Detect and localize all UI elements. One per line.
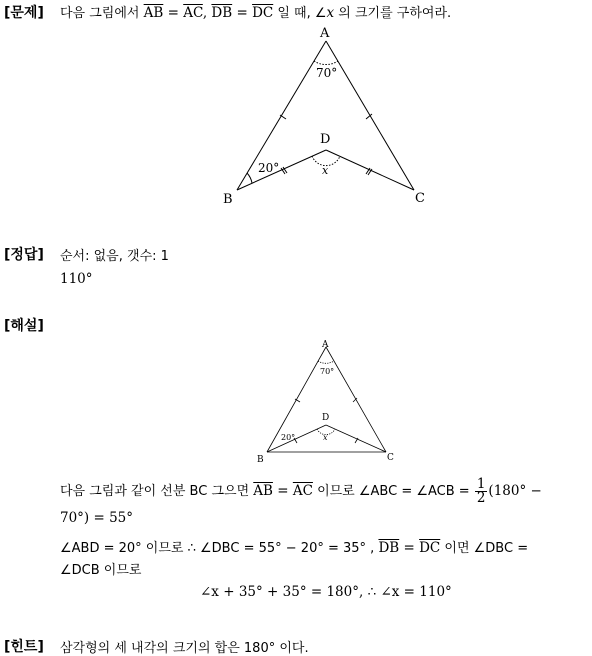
segment-ab: $\overline{AB}$: [143, 5, 164, 21]
sol-segment-db: $\overline{DB}$: [378, 540, 400, 556]
fraction-denominator: 2: [476, 490, 486, 506]
problem-figure: [0, 0, 592, 215]
solution-line-1: [60, 478, 542, 505]
sol-label-a: A: [322, 340, 329, 350]
problem-text-1: 다음 그림에서: [60, 6, 144, 21]
fraction-numerator: 1: [476, 476, 486, 492]
answer-label: [정답]: [4, 247, 44, 263]
answer-value: 110°: [60, 271, 93, 287]
side-bd: [237, 150, 326, 190]
solution-line-3: [60, 537, 528, 556]
hint-text: 삼각형의 세 내각의 크기의 합은 180° 이다.: [60, 641, 309, 656]
answer-meta: 순서: 없음, 갯수: 1: [60, 249, 169, 264]
hint-label: [힌트]: [4, 639, 44, 655]
sol-equals: =: [272, 483, 293, 499]
solution-line-3a: ∠ABD = 20° 이므로 ∴ ∠DBC = 55° − 20° = 35° ,: [60, 541, 379, 556]
label-a: A: [320, 26, 330, 41]
segment-ac: $\overline{AC}$: [183, 5, 203, 21]
equals-2: =: [232, 5, 253, 21]
solution-line-2: 70°) = 55°: [60, 510, 134, 526]
sol-label-d: D: [322, 413, 330, 423]
sol-label-c: C: [387, 453, 394, 463]
comma: ,: [202, 5, 212, 21]
equals: =: [163, 5, 184, 21]
problem-text-2: 일 때, ∠: [273, 6, 327, 21]
sol-segment-ac: $\overline{AC}$: [292, 483, 313, 499]
solution-line-1b: 이므로 ∠ABC = ∠ACB =: [312, 484, 474, 499]
sol-equals-2: =: [399, 540, 420, 556]
solution-label: [해설]: [4, 318, 44, 334]
arc-a: [314, 61, 338, 65]
label-c: C: [415, 191, 425, 206]
label-b: B: [223, 192, 233, 207]
sol-label-angle-x: x: [323, 433, 328, 442]
variable-x: x: [326, 5, 335, 21]
sol-segment-dc: $\overline{DC}$: [419, 540, 441, 556]
sol-label-angle-a: 70°: [320, 367, 335, 376]
sol-arc-a: [318, 361, 334, 363]
solution-line-3b: 이면 ∠DBC =: [440, 541, 529, 556]
sol-label-angle-b: 20°: [281, 433, 296, 442]
label-d: D: [320, 132, 331, 147]
fraction-half: [475, 478, 488, 505]
label-angle-b: 20°: [258, 161, 280, 175]
problem-text-3: 의 크기를 구하여라.: [334, 6, 452, 21]
solution-figure: [0, 335, 592, 465]
solution-line-1c: (180° −: [488, 483, 542, 499]
solution-line-5: ∠x + 35° + 35° = 180°, ∴ ∠x = 110°: [200, 584, 452, 600]
sol-label-b: B: [257, 455, 264, 465]
side-dc: [326, 150, 414, 190]
label-angle-x: x: [322, 164, 329, 177]
arc-b: [247, 173, 252, 183]
label-angle-a: 70°: [316, 66, 338, 80]
problem-label: [문제]: [4, 5, 44, 21]
segment-dc: $\overline{DC}$: [252, 5, 274, 21]
solution-line-1a: 다음 그림과 같이 선분 BC 그으면: [60, 484, 254, 499]
segment-db: $\overline{DB}$: [211, 5, 233, 21]
sol-segment-ab: $\overline{AB}$: [253, 483, 273, 499]
solution-line-4: ∠DCB 이므로: [60, 563, 142, 578]
